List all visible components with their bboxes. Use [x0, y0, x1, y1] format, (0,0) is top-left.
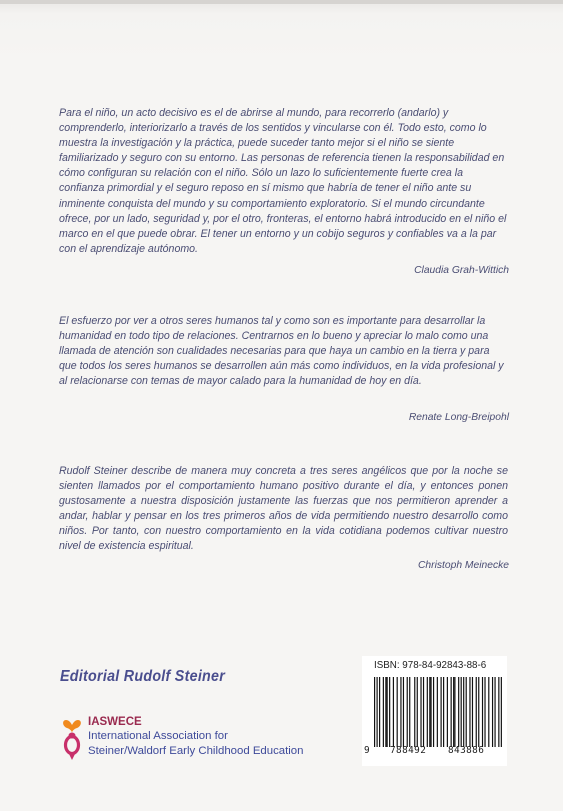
quote-3 [59, 464, 508, 555]
quote-2 [59, 314, 508, 389]
iaswece-block [60, 716, 360, 766]
quote-1-text: Para el niño, un acto decisivo es el de abrirse al mundo, para recorrerlo (andarlo) y comprenderlo, interiorizarlo a través de los sentidos y vincularse con él. Todo esto, como lo muestra la investigación y la práctica, puede suceder tanto mejor si el niño se siente familiarizado y seguro con su entorno. Las personas de referencia tienen la responsabilidad en cómo configuran su relación con el niño. Sólo un lazo lo suficientemente fuerte crea la confianza primordial y el seguro reposo en sí mismo que habría de tener el niño ante su inminente conquista del mundo y su comportamiento exploratorio. Si el mundo circundante ofrece, por un lado, seguridad y, por el otro, fronteras, el entorno habrá introducido en el niño el marco en el que puede obrar. El tener un entorno y un cobijo seguros y confiables va a la par con el aprendizaje autónomo. [59, 107, 507, 255]
barcode-area [362, 656, 507, 766]
page-top-edge [0, 0, 563, 4]
iaswece-line-2: Steiner/Waldorf Early Childhood Education [88, 745, 304, 757]
iaswece-title: IASWECE [88, 716, 142, 728]
quote-3-author: Christoph Meinecke [418, 560, 509, 571]
quote-1-author: Claudia Grah-Wittich [414, 265, 509, 276]
ean-left-group: 788492 [390, 745, 427, 756]
barcode-icon [374, 677, 502, 747]
quote-2-author: Renate Long-Breipohl [408, 412, 509, 423]
ean-first-digit: 9 [364, 745, 370, 756]
iaswece-line-1: International Association for [88, 730, 228, 742]
quote-2-text: El esfuerzo por ver a otros seres humanos tal y como son es importante para desarrollar la humanidad en todo tipo de relaciones. Centrarnos en lo bueno y apreciar lo malo como una llamada de atención son cualidades necesarias para que haya un cambio en la tierra y para que todos los seres humanos se desarrollen aún más como individuos, en la vida profesional y al relacionarse con temas de mayor calado para la humanidad de hoy en día. [59, 315, 504, 388]
iaswece-figure-logo-icon [60, 716, 84, 762]
quote-3-text: Rudolf Steiner describe de manera muy concreta a tres seres angélicos que por la noche se sienten llamados por el comportamiento humano positivo durante el día, y entonces ponen gustosamente a nuestra disposición justamente las fuerzas que nos permitieron aprender a andar, hablar y pensar en los tres primeros años de vida permitiendo nuestro desarrollo como niños. Por tanto, con nuestro comportamiento en la vida cotidiana podemos cultivar nuestro nivel de existencia espiritual. [59, 465, 508, 553]
publisher-logo: Editorial Rudolf Steiner [60, 668, 226, 685]
isbn-label: ISBN: 978-84-92843-88-6 [374, 660, 487, 671]
ean-right-group: 843886 [448, 745, 485, 756]
quote-1 [59, 106, 508, 257]
